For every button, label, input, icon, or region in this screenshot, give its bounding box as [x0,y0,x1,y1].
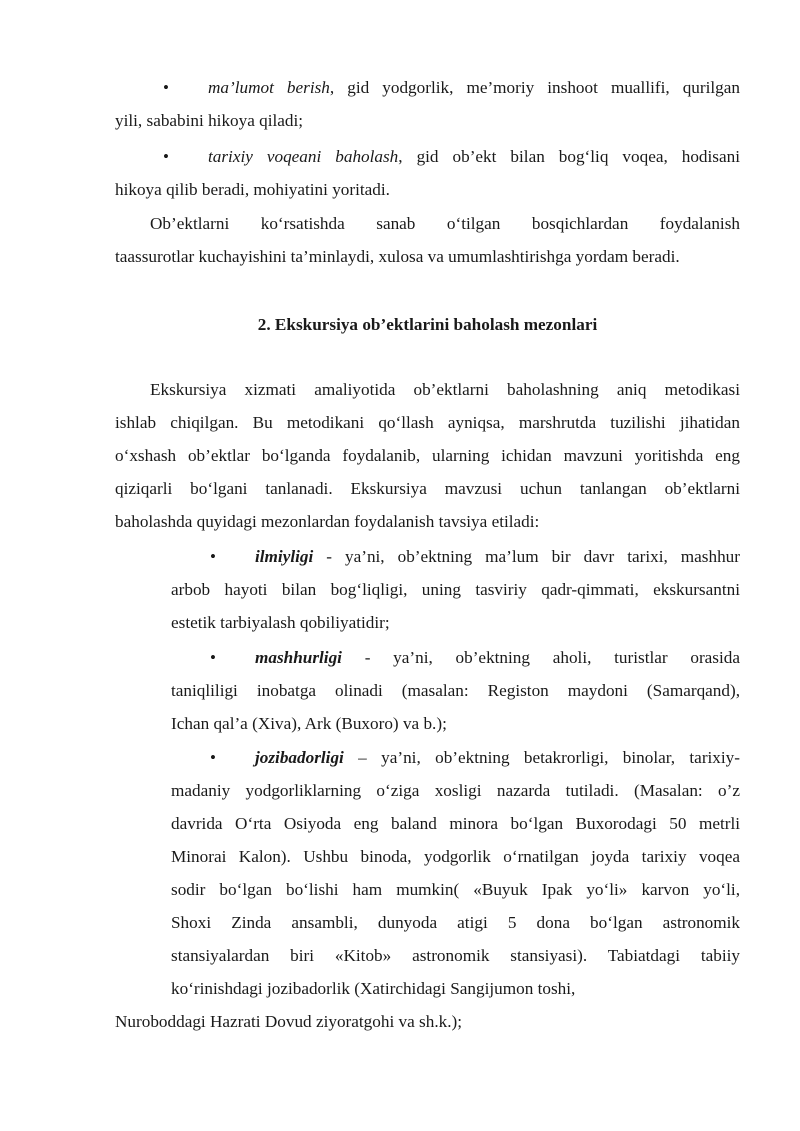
criterion-3-line: Minorai Kalon). Ushbu binoda, yodgorlik o‘rnatilgan joyda tarixiy voqea [171,847,740,866]
bullet-marker: • [163,78,169,97]
bullet-marker: • [210,547,216,566]
criterion-1-line: estetik tarbiyalash qobiliyatidir; [171,613,390,632]
intro-bullet-1-text: , gid yodgorlik, me’moriy inshoot muallifi, qurilgan [329,78,740,97]
main-paragraph-line: baholashda quyidagi mezonlardan foydalanish tavsiya etiladi: [115,512,540,531]
criterion-3-line1 [255,746,740,770]
main-paragraph-line: ishlab chiqilgan. Bu metodikani qo‘llash ayniqsa, marshrutda tuzilishi jihatidan [115,413,740,432]
intro-paragraph-line1: Ob’ektlarni ko‘rsatishda sanab o‘tilgan bosqichlardan foydalanish [150,214,740,233]
criterion-3-term: jozibadorligi [255,748,344,767]
criterion-3-text: – ya’ni, ob’ektning betakrorligi, binolar, tarixiy- [343,748,740,767]
bullet-marker: • [163,147,169,166]
criterion-2-text: - ya’ni, ob’ektning aholi, turistlar orasida [341,648,740,667]
criterion-3-line: Shoxi Zinda ansambli, dunyoda atigi 5 dona bo‘lgan astronomik [171,913,740,932]
criterion-2-line: Ichan qal’a (Xiva), Ark (Buxoro) va b.); [171,714,447,733]
criterion-1-text: - ya’ni, ob’ektning ma’lum bir davr tarixi, mashhur [313,547,740,566]
intro-bullet-1-line1 [208,76,740,100]
intro-bullet-2-line2: hikoya qilib beradi, mohiyatini yoritadi. [115,180,390,199]
bullet-marker: • [210,648,216,667]
criterion-3-line: stansiyalardan biri «Kitob» astronomik stansiyasi). Tabiatdagi tabiiy [171,946,740,965]
criterion-3-line: madaniy yodgorliklarning o‘ziga xosligi nazarda tutiladi. (Masalan: o’z [171,781,740,800]
intro-bullet-2-line1 [208,145,740,169]
main-paragraph-line: Ekskursiya xizmati amaliyotida ob’ektlarni baholashning aniq metodikasi [150,380,740,399]
section-heading: 2. Ekskursiya ob’ektlarini baholash mezonlari [257,315,598,334]
criterion-1-line: arbob hayoti bilan bog‘liqligi, uning tasviriy qadr-qimmati, ekskursantni [171,580,740,599]
criterion-2-line1 [255,646,740,670]
intro-paragraph-line2: taassurotlar kuchayishini ta’minlaydi, xulosa va umumlashtirishga yordam beradi. [115,247,680,266]
intro-bullet-2-text: , gid ob’ekt bilan bog‘liq voqea, hodisani [398,147,740,166]
main-paragraph-line: o‘xshash ob’ektlar bo‘lganda foydalanib, ularning ichidan mavzuni yoritishda eng [115,446,740,465]
intro-bullet-2-term: tarixiy voqeani baholash [208,147,399,166]
criterion-3-line: ko‘rinishdagi jozibadorlik (Xatirchidagi Sangijumon toshi, [171,979,576,998]
criterion-2-term: mashhurligi [255,648,342,667]
criterion-1-term: ilmiyligi [255,547,314,566]
main-paragraph-line: qiziqarli bo‘lgani tanlanadi. Ekskursiya mavzusi uchun tanlangan ob’ektlarni [115,479,740,498]
closing-line: Nuroboddagi Hazrati Dovud ziyoratgohi va sh.k.); [115,1012,463,1031]
criterion-1-line1 [255,545,740,569]
bullet-marker: • [210,748,216,767]
criterion-3-line: sodir bo‘lgan bo‘lishi ham mumkin( «Buyuk Ipak yo‘li» karvon yo‘li, [171,880,740,899]
intro-bullet-1-line2: yili, sababini hikoya qiladi; [115,111,304,130]
criterion-3-line: davrida O‘rta Osiyoda eng baland minora bo‘lgan Buxorodagi 50 metrli [171,814,740,833]
criterion-2-line: taniqliligi inobatga olinadi (masalan: Registon maydoni (Samarqand), [171,681,740,700]
intro-bullet-1-term: ma’lumot berish [208,78,330,97]
